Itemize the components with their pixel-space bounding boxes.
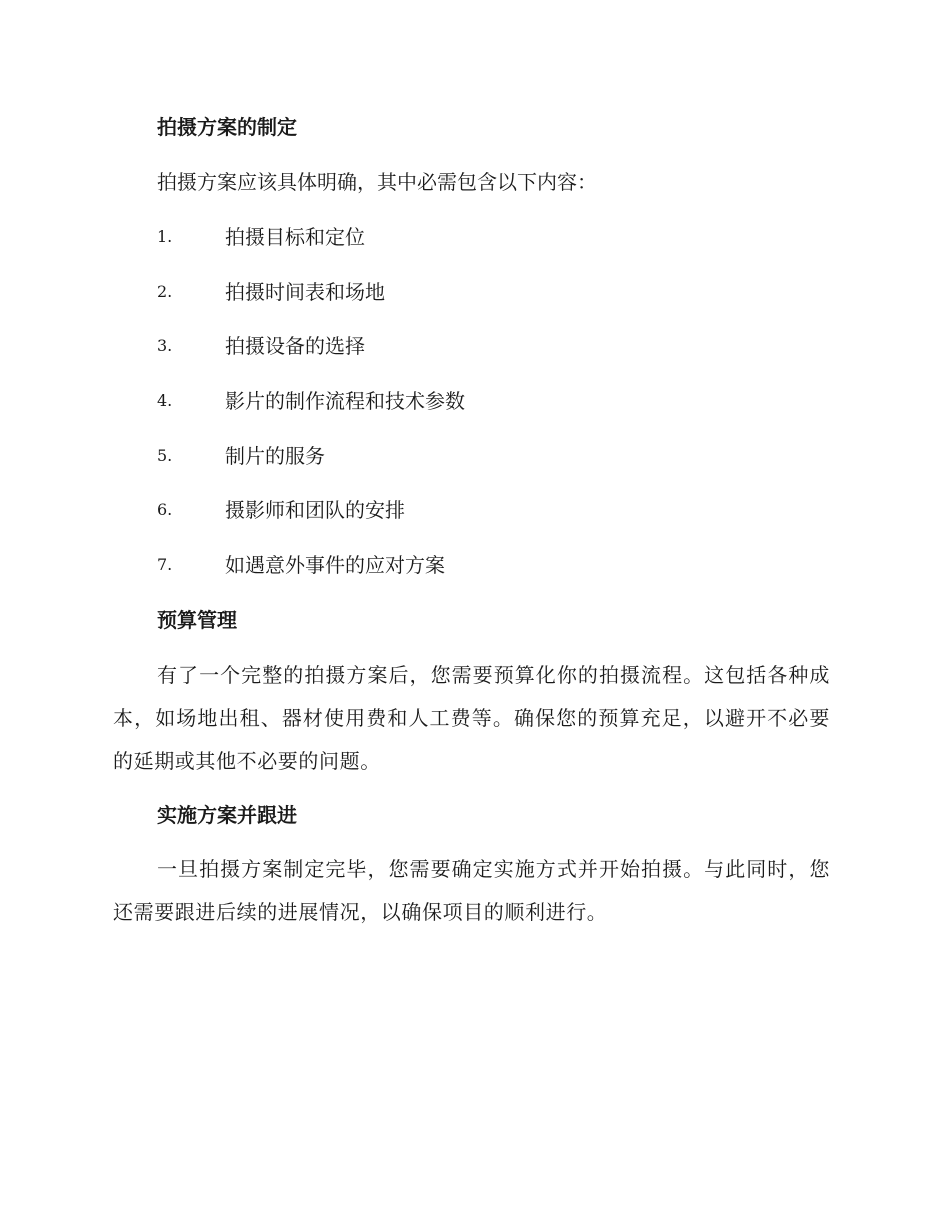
plan-intro-text: 拍摄方案应该具体明确，其中必需包含以下内容： xyxy=(157,170,597,194)
list-text: 拍摄设备的选择 xyxy=(225,334,365,358)
list-number: 3. xyxy=(157,336,173,355)
list-text: 制片的服务 xyxy=(225,444,325,468)
list-text: 拍摄时间表和场地 xyxy=(225,280,385,304)
list-text: 影片的制作流程和技术参数 xyxy=(225,389,465,413)
list-text: 拍摄目标和定位 xyxy=(225,225,365,249)
list-number: 1. xyxy=(157,227,173,246)
list-number: 5. xyxy=(157,446,173,465)
list-number: 6. xyxy=(157,500,173,519)
section-heading-implement: 实施方案并跟进 xyxy=(157,803,297,827)
implement-paragraph: 一旦拍摄方案制定完毕，您需要确定实施方式并开始拍摄。与此同时，您还需要跟进后续的进展情况，以确保项目的顺利进行。 xyxy=(113,857,830,924)
section-heading-plan: 拍摄方案的制定 xyxy=(157,115,297,139)
section-heading-budget: 预算管理 xyxy=(157,608,237,632)
list-number: 2. xyxy=(157,282,173,301)
list-number: 4. xyxy=(157,391,173,410)
list-text: 如遇意外事件的应对方案 xyxy=(225,553,445,577)
list-text: 摄影师和团队的安排 xyxy=(225,498,405,522)
list-number: 7. xyxy=(157,555,173,574)
budget-paragraph: 有了一个完整的拍摄方案后，您需要预算化你的拍摄流程。这包括各种成本，如场地出租、器材使用费和人工费等。确保您的预算充足，以避开不必要的延期或其他不必要的问题。 xyxy=(113,663,830,773)
